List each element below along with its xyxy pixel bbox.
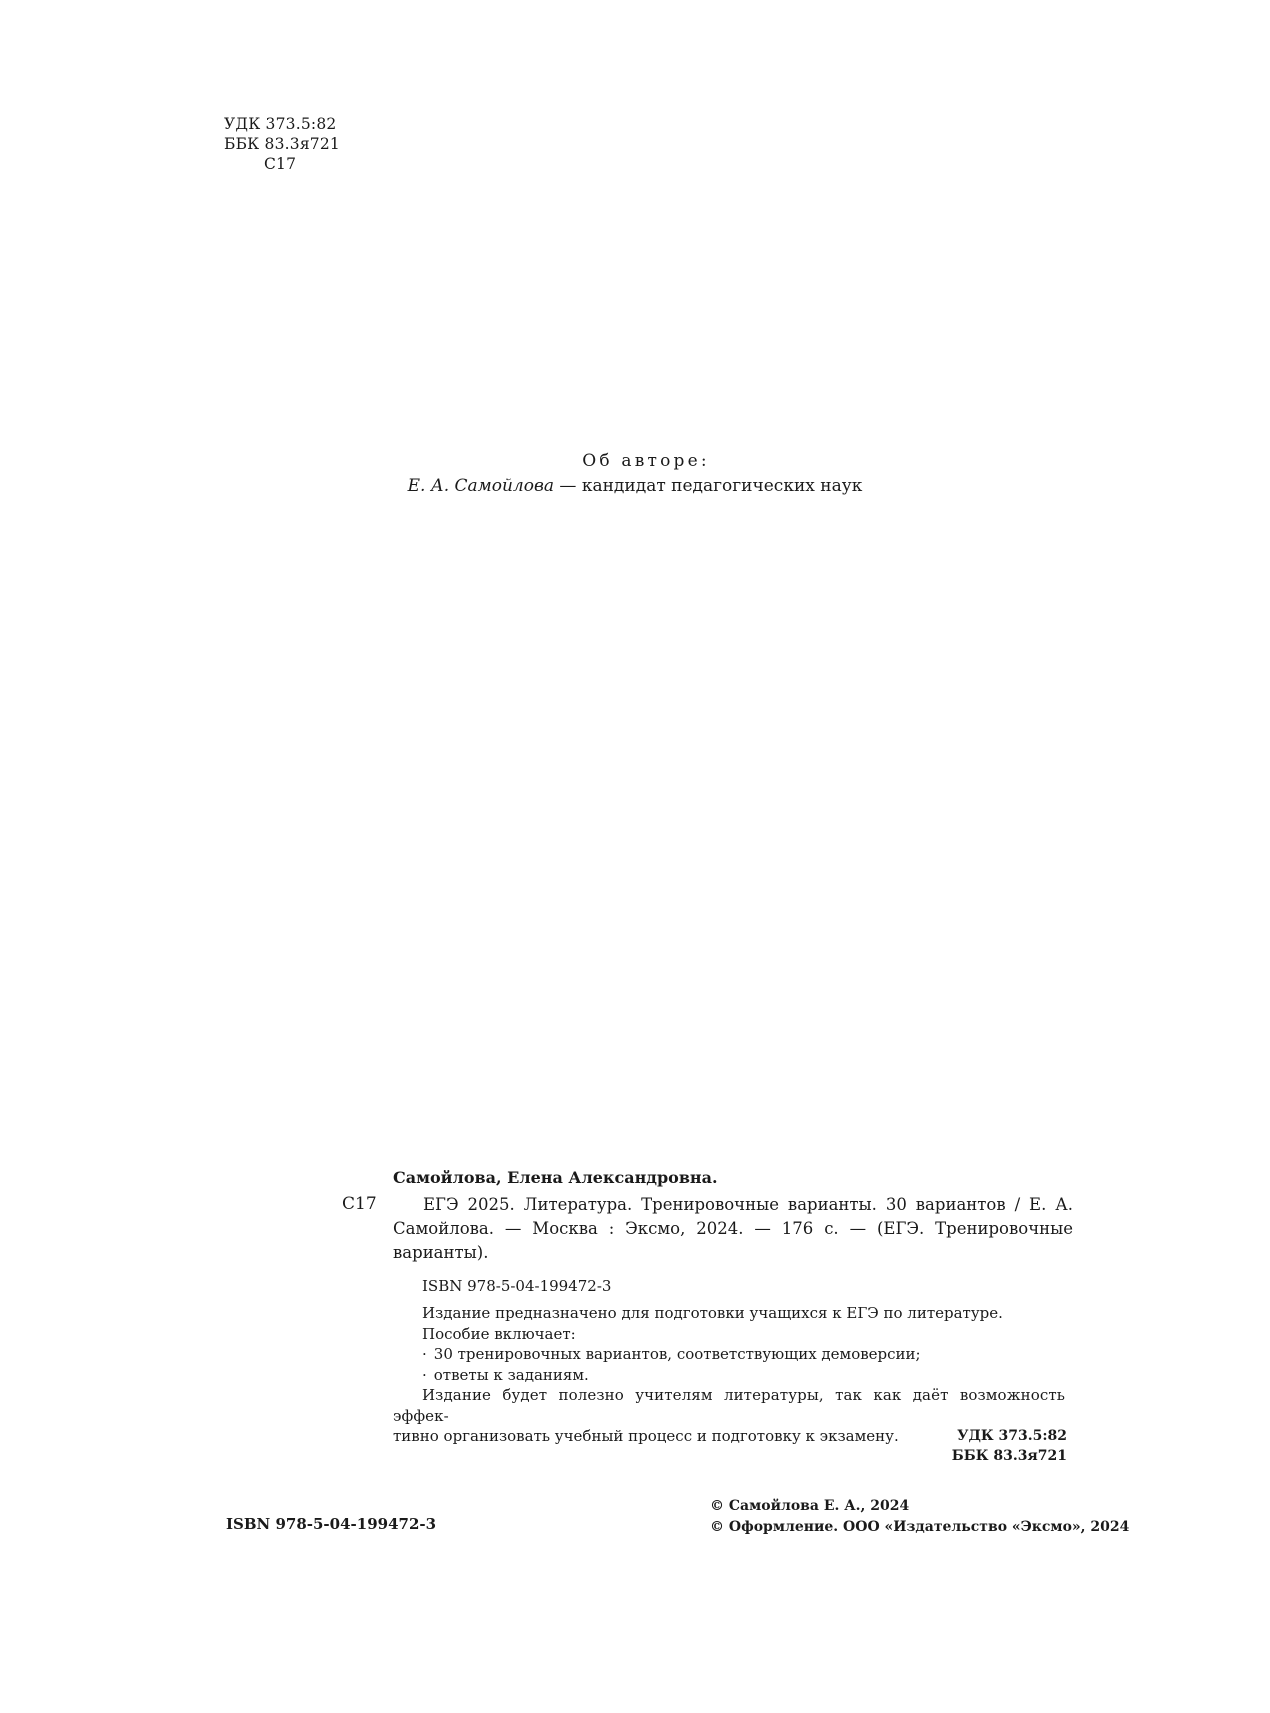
- bullet-text: ответы к заданиям.: [433, 1365, 589, 1384]
- copyright-design: © Оформление. ООО «Издательство «Эксмо», 2024: [710, 1519, 1130, 1535]
- bibliographic-author-heading: Самойлова, Елена Александровна.: [393, 1168, 718, 1187]
- copyright-block: [710, 1496, 1129, 1538]
- about-author-line: [0, 474, 1270, 499]
- annotation-bullet-item: [393, 1344, 1065, 1365]
- udk-code: УДК 373.5:82: [957, 1428, 1067, 1444]
- annotation-bullet-item: [393, 1365, 1065, 1386]
- udk-code: УДК 373.5:82: [224, 115, 337, 133]
- top-classification-block: [224, 114, 340, 174]
- about-author-heading: Об авторе:: [582, 451, 710, 471]
- copyright-author: © Самойлова Е. А., 2024: [710, 1498, 910, 1514]
- about-author-section: [0, 449, 1270, 499]
- bbk-code: ББК 83.3я721: [951, 1448, 1067, 1464]
- annotation-usefulness: Издание будет полезно учителям литературы, так как даёт возможность эффек-: [393, 1386, 1065, 1425]
- annotation-includes: Пособие включает:: [422, 1324, 576, 1343]
- bullet-icon: ·: [422, 1345, 427, 1363]
- bullet-icon: ·: [422, 1365, 427, 1384]
- author-title: — кандидат педагогических наук: [554, 476, 863, 496]
- annotation-usefulness-continued: тивно организовать учебный процесс и подготовку к экзамену.: [393, 1427, 899, 1445]
- author-name: Е. А. Самойлова: [407, 476, 555, 496]
- bibliographic-isbn: ISBN 978-5-04-199472-3: [422, 1277, 612, 1295]
- bullet-text: 30 тренировочных вариантов, соответствующих демоверсии;: [433, 1345, 921, 1363]
- bbk-code: ББК 83.3я721: [224, 135, 340, 153]
- bottom-classification-block: [933, 1426, 1067, 1466]
- footer-isbn: ISBN 978-5-04-199472-3: [226, 1515, 437, 1533]
- author-mark: С17: [264, 155, 297, 173]
- bibliographic-author-mark: С17: [342, 1194, 377, 1214]
- annotation-purpose: Издание предназначено для подготовки учащихся к ЕГЭ по литературе.: [422, 1304, 1003, 1322]
- annotation: [393, 1303, 1065, 1447]
- bibliographic-description: ЕГЭ 2025. Литература. Тренировочные варианты. 30 вариантов / Е. А. Самойлова. — Москва : Эксмо, 2024. — 176 с. — (ЕГЭ. Тренировочные варианты).: [393, 1195, 1073, 1262]
